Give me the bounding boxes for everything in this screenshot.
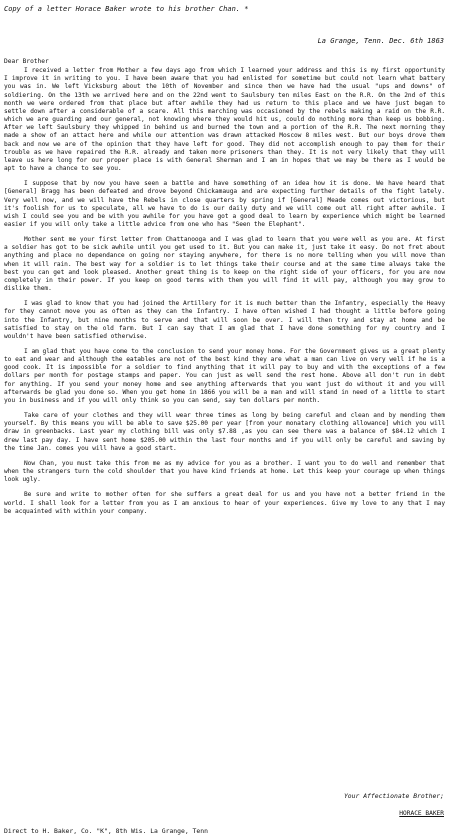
paragraph-5: I am glad that you have come to the conclusion to send your money home. For the Government gives us a great plenty to eat and wear and although the eatables are not of the best kind they are what a man can live on very well if he is a good cook. It is impossible for a soldier to find anything that it will pay to buy and with the exceptions of a few dollars per month for postage stamps and paper. You can just as well send the rest home. Above all don't run in debt for anything. If you send your money home and see anything afterwards that you want just do without it and you will afterwards be glad you done so. When you get home in 1866 you will be a man and will stand in need of a little to start you in business and if you will only think so you can send, say ten dollars per month. (4, 348, 445, 404)
paragraph-7: Now Chan, you must take this from me as my advice for you as a brother. I want you to do well and remember that when the strangers turn the cold shoulder that you have kind friends at home. Let this keep your courage up when things look ugly. (4, 459, 445, 484)
salutation: Dear Brother (4, 58, 49, 65)
letter-signature: HORACE BAKER (399, 810, 444, 817)
letter-dateline: La Grange, Tenn. Dec. 6th 1863 (317, 37, 444, 45)
letter-header: Copy of a letter Horace Baker wrote to his brother Chan. * (4, 5, 249, 13)
paragraph-6: Take care of your clothes and they will wear three times as long by being careful and clean and by mending them yourself. By this means you will be able to save $25.00 per year [from your monatary clothing allowance] which you will draw in greenbacks. Last year my clothing bill was only $7.88 ,as you can see there was a balance of $84.12 which I drew last pay day. I have sent home $205.00 within the last four months and if you will only be careful and saving by the time Jan. comes you will have a good start. (4, 412, 445, 452)
letter-closing: Your Affectionate Brother; (343, 792, 444, 800)
paragraph-1: I received a letter from Mother a few days ago from which I learned your address and this is my first opportunity I improve it in writing to you. I have been aware that you had enlisted for sometime but could not learn what battery you was in. We left Vicksburg about the 10th of November and since then we have had the usual "ups and downs" of soldiering. On the 13th we arrived here and on the 22nd went to Saulsbury ten miles East on the R.R. On the 2nd of this month we were ordered from that place but after awhile they had us return to this place and we have just began to settle down after a considerable of a scare. All this marching was occasioned by the rebels making a raid on the R.R. which we are guarding and our general, not knowing where they would hit us, could do nothing more than keep us bobbing. After we left Saulsbury they whipped in behind us and burned the town and a portion of the R.R. The next morning they made a show of an attact here and while our attention was drawn attacked Moscow 8 miles west. But our boys drove them back and now we are of the opinion that they have left for good. They did not accomplish enough to pay them for their trouble as we have repaired the R.R. already and taken more prisoners than they. It is not very likely that they will leave us here long for our proper place is with General Sherman and I am in hopes that we may be there as I would be apt to have a chance to see you. (4, 67, 445, 173)
mailing-address: Direct to H. Baker, Co. "K", 8th Wis. La Grange, Tenn (4, 827, 208, 835)
letter-body (4, 58, 445, 523)
paragraph-4: I was glad to know that you had joined the Artillery for it is much better than the Infantry, especially the Heavy for they cannot move you as often as they can the Infantry. I have often wished I had thought a little before going into the Infantry, but nine months to serve and that will soon be over. I will then try and stay at home and be satisfied to stay on the old farm. But I can say that I am glad that I have done something for my country and I wouldn't have been satisfied otherwise. (4, 300, 445, 340)
paragraph-8: Be sure and write to mother often for she suffers a great deal for us and you have not a better friend in the world. I shall look for a letter from you as I am anxious to hear of your experiences. Give my love to any that I may be acquainted with within your company. (4, 491, 445, 515)
paragraph-3: Mother sent me your first letter from Chattanooga and I was glad to learn that you were well as you are. At first a soldier has got to be sick awhile until you get used to it. But you can make it, just take it easy. Do not fret about anything and place no dependance on going nor staying anywhere, for there is no more telling when you will move than when it will rain. The best way for a soldier is to let things take their course and at the same time always take the best you can get and look pleased. Another great thing is to keep on the right side of your officers, for you are now completely in their power. If you keep on good terms with them you will find it will pay, although you may grow to dislike them. (4, 236, 445, 293)
paragraph-2: I suppose that by now you have seen a battle and have something of an idea how it is done. We have heard that [General] Bragg has been defeated and drove beyond Chickamauga and are expecting further details of the fight lately. Very well now, and we will have the Rebels in close quarters by spring if [General] Meade comes out victorious, but it's foolish for us to speculate, all we have to do is our daily duty and we will come out all right after awhile. I wish I could see you and be with you awhile for you have got a good deal to learn by experience which might be learned easier if you will only take a little advice from one who has "Seen the Elephant". (4, 180, 445, 228)
